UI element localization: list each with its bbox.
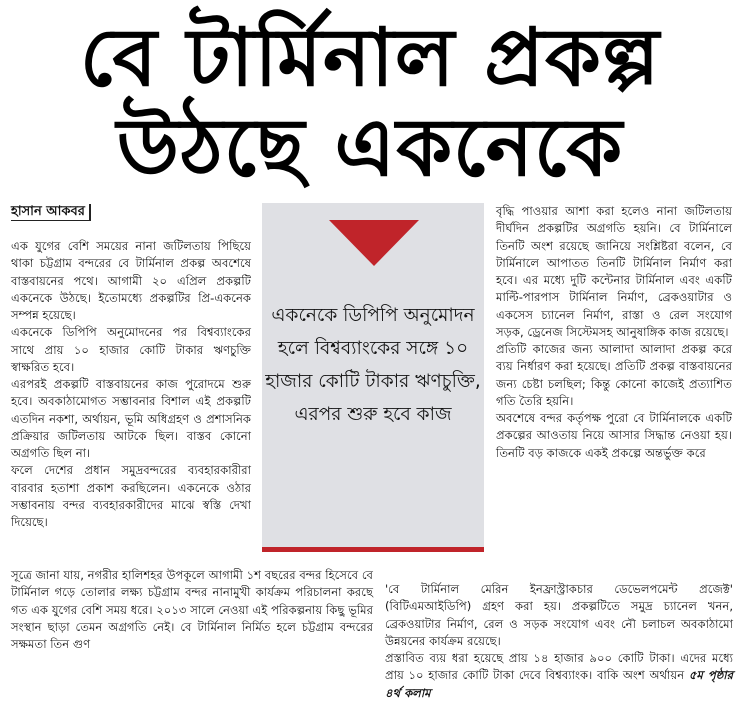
paragraph xyxy=(385,650,733,702)
paragraph: প্রতিটি কাজের জন্য আলাদা আলাদা প্রকল্প করে ব্যয় নির্ধারণ করা হয়েছে। প্রতিটি প্রকল্প বাস্তবায়নের জন্য চেষ্টা চলছিল; কিন্তু কোনো কাজেই প্রত্যাশিত গতি তৈরি হয়নি। xyxy=(496,342,732,408)
paragraph: এক যুগের বেশি সময়ের নানা জটিলতায় পিছিয়ে থাকা চট্টগ্রাম বন্দরের বে টার্মিনাল প্রকল্প অবশেষে বাস্তবায়নের পথে। আগামী ২০ এপ্রিল প্রকল্পটি একনেকে উঠছে। ইতোমধ্যে প্রকল্পটির প্রি-একনেক সম্পন্ন হয়েছে। xyxy=(11,239,251,322)
paragraph: সূত্রে জানা যায়, নগরীর হালিশহর উপকূলে আগামী ১শ বছরের বন্দর হিসেবে বে টার্মিনাল গড়ে তোলার লক্ষ্য চট্টগ্রাম বন্দর নানামুখী কার্যক্রম পরিচালনা করছে গত এক যুগের বেশি সময় ধরে। ২০১৩ সালে নেওয়া এই পরিকল্পনায় কিছু ভূমির সংস্থান ছাড়া তেমন অগ্রগতি নেই। বে টার্মিনাল নির্মিত হলে চট্টগ্রাম বন্দরের সক্ষমতা তিন গুণ xyxy=(11,568,373,651)
article-column-1 xyxy=(11,238,251,531)
paragraph-text: প্রস্তাবিত ব্যয় ধরা হয়েছে প্রায় ১৪ হাজার ৯০০ কোটি টাকা। এদের মধ্যে প্রায় ১০ হাজার কোটি টাকা দেবে বিশ্বব্যাংক। বাকি অংশ অর্থায়ন xyxy=(385,651,733,683)
byline: হাসান আকবর xyxy=(11,204,91,221)
paragraph: ফলে দেশের প্রধান সমুদ্রবন্দরের ব্যবহারকারীরা বারবার হতাশা প্রকাশ করছিলেন। একনেকে ওঠার সম্ভাবনায় বন্দর ব্যবহারকারীদের মাঝে স্বস্তি দেখা দিয়েছে। xyxy=(11,463,251,529)
paragraph: এরপরই প্রকল্পটি বাস্তবায়নের কাজ পুরোদমে শুরু হবে। অবকাঠামোগত সম্ভাবনার বিশাল এই প্রকল্পটি এতদিন নকশা, অর্থায়ন, ভূমি অধিগ্রহণ ও প্রশাসনিক প্রক্রিয়ার জটিলতায় আটকে ছিল। বাস্তব কোনো অগ্রগতি ছিল না। xyxy=(11,377,251,460)
headline-line-2: উঠছে একনেকে xyxy=(116,101,624,194)
article-column-2b xyxy=(385,581,733,702)
paragraph: 'বে টার্মিনাল মেরিন ইনফ্রাস্ট্রাকচার ডেভেলপমেন্ট প্রজেক্ট' (বিটিএমআইডিপি) গ্রহণ করা হয়। প্রকল্পটিতে সমুদ্র চ্যানেল খনন, ব্রেকওয়াটার নির্মাণ, রেল ও সড়ক সংযোগ এবং নৌ চলাচল অবকাঠামো উন্নয়নের কার্যক্রম রয়েছে। xyxy=(385,582,733,648)
red-triangle-icon xyxy=(329,220,419,266)
paragraph: অবশেষে বন্দর কর্তৃপক্ষ পুরো বে টার্মিনালকে একটি প্রকল্পের আওতায় নিয়ে আসার সিদ্ধান্ত নেওয়া হয়। তিনটি বড় কাজকে একই প্রকল্পে অন্তর্ভুক্ত করে xyxy=(496,411,732,460)
pull-quote-red-rule xyxy=(262,547,484,552)
paragraph: একনেকে ডিপিপি অনুমোদনের পর বিশ্বব্যাংকের সাথে প্রায় ১০ হাজার কোটি টাকার ঋণচুক্তি স্বাক্ষরিত হবে। xyxy=(11,325,251,374)
article-column-2 xyxy=(496,203,732,462)
headline-line-1: বে টার্মিনাল প্রকল্প xyxy=(79,11,661,104)
pull-quote: একনেকে ডিপিপি অনুমোদন হলে বিশ্বব্যাংকের সঙ্গে ১০ হাজার কোটি টাকার ঋণচুক্তি, এরপর শুরু হবে কাজ xyxy=(265,305,481,425)
continued-on-page-link[interactable]: ৫ম পৃষ্ঠার ৪র্থ কলাম xyxy=(385,668,733,700)
article-column-wide xyxy=(11,567,373,653)
paragraph: বৃদ্ধি পাওয়ার আশা করা হলেও নানা জটিলতায় দীর্ঘদিন প্রকল্পটির অগ্রগতি হয়নি। বে টার্মিনালে তিনটি অংশ রয়েছে জানিয়ে সংশ্লিষ্টরা বলেন, বে টার্মিনালে আপাতত তিনটি টার্মিনাল নির্মাণ করা হবে। এর মধ্যে দুটি কন্টেনার টার্মিনাল এবং একটি মাল্টি-পারপাস টার্মিনাল নির্মাণ, ব্রেকওয়াটার ও একসেস চ্যানেল নির্মাণ, রাস্তা ও রেল সংযোগ সড়ক, ড্রেনেজ সিস্টেমসহ আনুষাঙ্গিক কাজ রয়েছে। xyxy=(496,204,732,339)
